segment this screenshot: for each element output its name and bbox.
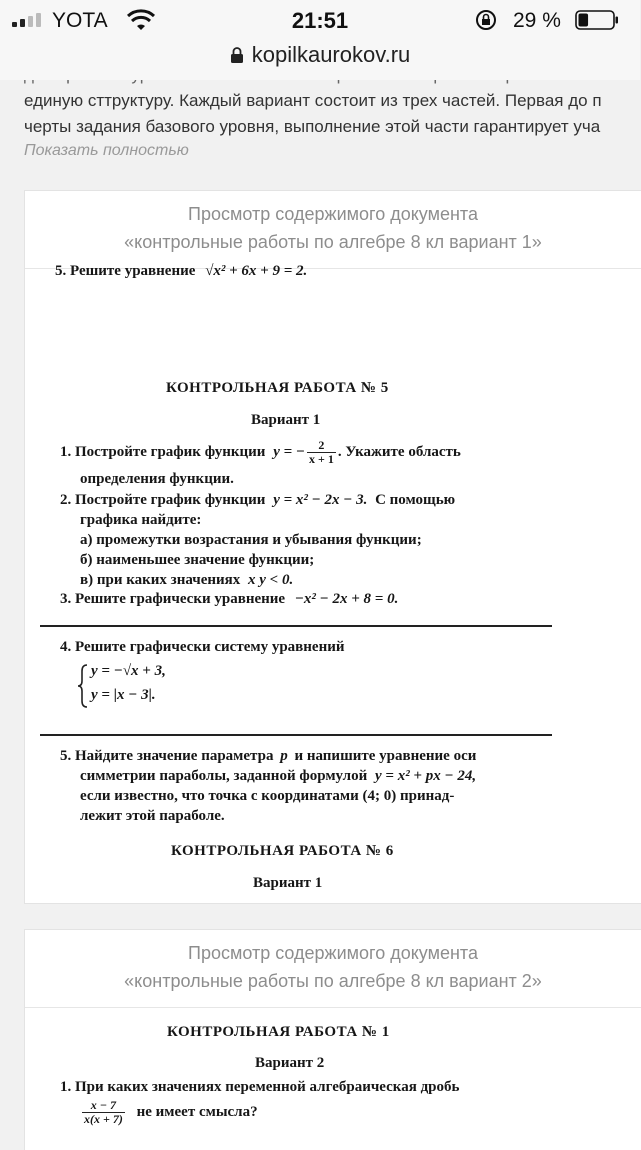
task-5-line-3: если известно, что точка с координатами (4; 0) принад- (80, 788, 455, 804)
url-text: kopilkaurokov.ru (251, 42, 411, 67)
document-preview-card-1 (24, 190, 641, 904)
document-scan-2 (25, 1008, 641, 1148)
preview-doc-name-1: «контрольные работы по алгебре 8 кл вариант 1» (124, 232, 542, 252)
task-5 (60, 748, 476, 765)
task-1-text-b: . Укажите область (337, 443, 461, 460)
fraction-denominator-v2: x(x + 7) (84, 1112, 123, 1126)
task-2-item-c (80, 572, 293, 589)
task-2-line-2: графика найдите: (80, 512, 202, 528)
carrier-name: YOTA (52, 9, 108, 32)
preview-title-1: Просмотр содержимого документа (188, 204, 478, 224)
task-5-equation: y = x² + px − 24, (374, 768, 477, 784)
task-2-item-a: а) промежутки возрастания и убывания функции; (80, 532, 422, 548)
task-3 (60, 591, 398, 608)
task-1-v2-fraction (82, 1099, 125, 1126)
battery-percent: 29 % (513, 9, 561, 32)
task-3-equation: −x² − 2x + 8 = 0. (294, 591, 399, 607)
task-5-parameter: p (280, 748, 288, 764)
fraction-numerator: 2 (307, 439, 336, 453)
task-1-v2: 1. При каких значениях переменной алгебраическая дробь (60, 1079, 460, 1095)
task-2-item-b: б) наименьшее значение функции; (80, 552, 315, 568)
document-scan-1 (25, 263, 641, 902)
variant-label-v2: Вариант 2 (255, 1055, 325, 1071)
task-1-v2-text-b: не имеет смысла? (136, 1103, 258, 1120)
system-equation-1: y = −√x + 3, (91, 663, 166, 679)
task-3-text: 3. Решите графически уравнение (60, 591, 286, 607)
preview-doc-name-2: «контрольные работы по алгебре 8 кл вариант 2» (124, 971, 542, 991)
show-more-link[interactable]: Показать полностью (24, 142, 189, 159)
task-2-text: 2. Постройте график функции (60, 492, 266, 508)
document-preview-card-2 (24, 929, 641, 1150)
task-2-text-b: С помощью (375, 492, 456, 508)
task-2-item-c-text: в) при каких значениях (80, 572, 241, 588)
cut-task-5: 5. Решите уравнение (55, 263, 196, 279)
status-bar (0, 0, 640, 40)
test-heading-6: КОНТРОЛЬНАЯ РАБОТА № 6 (171, 843, 394, 859)
description-line-2: черты задания базового уровня, выполнение этой части гарантирует уча (24, 117, 601, 136)
task-1-v2-line-2 (80, 1099, 258, 1126)
section-divider-2 (40, 734, 552, 736)
description-line-1: единую сттруктуру. Каждый вариант состоит из трех частей. Первая до п (24, 91, 602, 110)
task-5-line-4: лежит этой параболе. (80, 808, 225, 824)
test-heading-1: КОНТРОЛЬНАЯ РАБОТА № 1 (167, 1024, 390, 1040)
task-5-line-2 (80, 768, 476, 785)
task-1-line-2: определения функции. (80, 471, 234, 487)
top-bar (0, 0, 640, 80)
task-1-lhs: y = − (273, 443, 305, 460)
address-bar[interactable] (0, 40, 640, 74)
rotation-lock-icon (475, 9, 497, 31)
status-time: 21:51 (291, 8, 349, 33)
battery-icon (575, 10, 619, 30)
task-1 (60, 439, 461, 466)
task-4: 4. Решите графически систему уравнений (60, 639, 345, 655)
variant-label: Вариант 1 (251, 412, 321, 428)
fraction-numerator-v2: x − 7 (82, 1099, 125, 1113)
test-heading-5: КОНТРОЛЬНАЯ РАБОТА № 5 (166, 380, 389, 396)
task-5-text: 5. Найдите значение параметра (60, 748, 274, 764)
system-equation-2: y = |x − 3|. (91, 687, 156, 703)
task-1-fraction (307, 439, 336, 466)
task-5-line-2-text: симметрии параболы, заданной формулой (80, 768, 368, 784)
system-brace-icon (77, 663, 89, 709)
section-divider-1 (40, 625, 552, 627)
task-2-equation: y = x² − 2x − 3. (273, 492, 368, 508)
preview-header-2 (25, 930, 641, 1008)
preview-title-2: Просмотр содержимого документа (188, 943, 478, 963)
task-5-text-b: и напишите уравнение оси (294, 748, 477, 764)
cut-task-5-equation: √x² + 6x + 9 = 2. (205, 263, 308, 279)
preview-header-1 (25, 191, 641, 269)
task-1-text: 1. Постройте график функции (60, 443, 266, 460)
padlock-icon (230, 46, 244, 64)
task-2-item-c-condition: x y < 0. (248, 572, 294, 588)
fraction-denominator: x + 1 (308, 452, 334, 466)
task-2 (60, 492, 455, 509)
variant-label-2: Вариант 1 (253, 875, 323, 891)
